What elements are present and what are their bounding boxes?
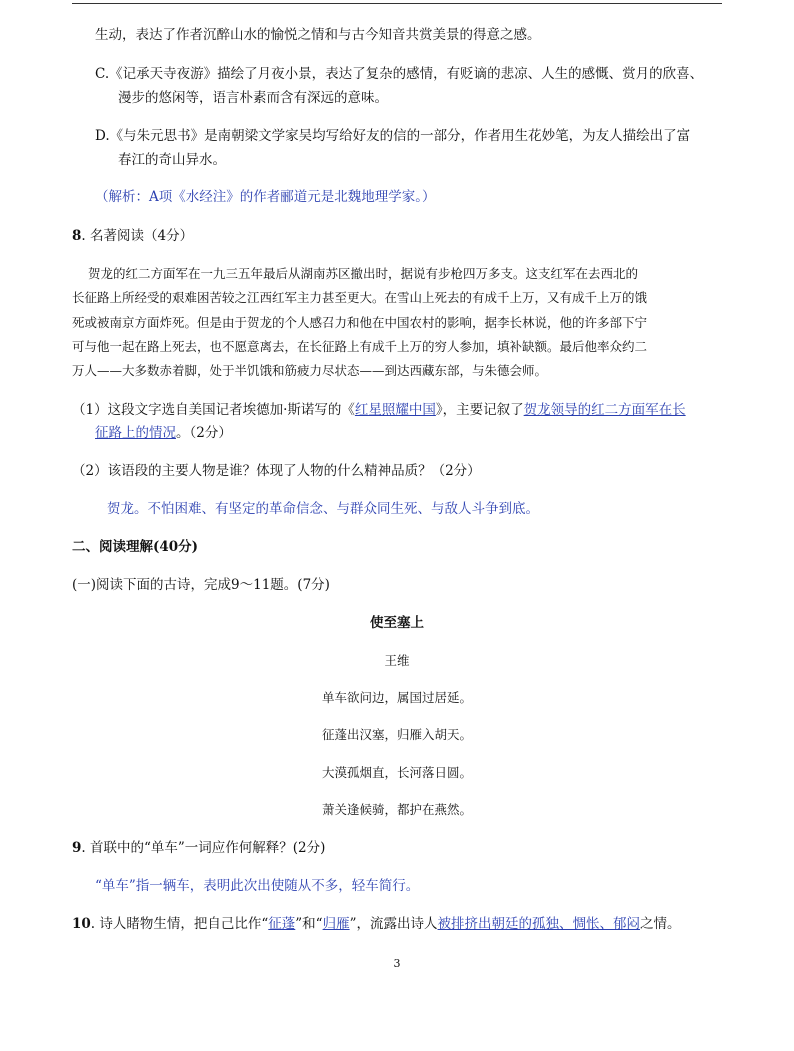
- answer-blank: 贺龙领导的红二方面军在长: [523, 402, 686, 418]
- poem-verse: 大漠孤烟直，长河落日圆。: [321, 765, 472, 780]
- analysis-note: （解析：A项《水经注》的作者郦道元是北魏地理学家。）: [95, 189, 436, 205]
- answer-8-2: 贺龙。不怕困难、有坚定的革命信念、与群众同生死、与敌人斗争到底。: [107, 501, 539, 517]
- page-number: 3: [393, 957, 401, 970]
- section-heading: 二、阅读理解(40分): [72, 539, 199, 555]
- answer-9: “单车”指一辆车，表明此次出使随从不多，轻车简行。: [95, 878, 420, 894]
- answer-blank: 被排挤出朝廷的孤独、惆怅、郁闷: [437, 916, 640, 932]
- passage-line: 长征路上所经受的艰难困苦较之江西红军主力甚至更大。在雪山上死去的有成千上万，又有成千上万的饿: [72, 290, 648, 305]
- option-d-line1: D.《与朱元思书》是南朝梁文学家吴均写给好友的信的一部分，作者用生花妙笔，为友人描绘出了富: [95, 128, 691, 144]
- question-8-heading: [72, 226, 193, 246]
- option-b-continuation: 生动，表达了作者沉醉山水的愉悦之情和与古今知音共赏美景的得意之感。: [95, 27, 541, 43]
- top-rule: [72, 3, 722, 4]
- poem-author: 王维: [384, 653, 410, 668]
- option-c-line2: 漫步的悠闲等，语言朴素而含有深远的意味。: [118, 90, 388, 106]
- text: ”，流露出诗人: [349, 916, 438, 932]
- text: 之情。: [640, 916, 681, 932]
- question-8-2: （2）该语段的主要人物是谁？体现了人物的什么精神品质？（2分）: [72, 463, 481, 479]
- passage-line: 可与他一起在路上死去，也不愿意离去，在长征路上有成千上万的穷人参加，填补缺额。最后他率众约二: [72, 339, 648, 354]
- question-number: 8: [72, 228, 82, 244]
- option-d-line2: 春江的奇山异水。: [118, 152, 226, 168]
- passage-line: 贺龙的红二方面军在一九三五年最后从湖南苏区撤出时，据说有步枪四万多支。这支红军在去西北的: [88, 266, 639, 281]
- question-8-1: [72, 400, 686, 420]
- option-c-line1: C.《记承天寺夜游》描绘了月夜小景，表达了复杂的感情，有贬谪的悲凉、人生的感慨、赏月的欣喜、: [95, 66, 704, 82]
- subsection-heading: (一)阅读下面的古诗，完成9～11题。(7分): [72, 577, 330, 593]
- question-10: [72, 914, 681, 934]
- text: . 诗人睹物生情，把自己比作“: [90, 916, 269, 932]
- answer-blank: 归雁: [322, 916, 350, 932]
- answer-blank: 征蓬: [268, 916, 296, 932]
- question-number: 10: [72, 916, 91, 932]
- question-text: . 名著阅读（4分）: [81, 228, 194, 244]
- answer-blank: 红星照耀中国: [354, 402, 436, 418]
- text: 。（2分）: [176, 425, 232, 441]
- question-text: . 首联中的“单车”一词应作何解释？(2分): [81, 840, 326, 856]
- question-number: 9: [72, 840, 82, 856]
- poem-verse: 单车欲问边，属国过居延。: [321, 690, 472, 705]
- poem-title: 使至塞上: [370, 615, 424, 631]
- text: （1）这段文字选自美国记者埃德加·斯诺写的《: [72, 402, 355, 418]
- answer-blank: 征路上的情况: [95, 425, 176, 441]
- poem-verse: 萧关逢候骑，都护在燕然。: [321, 802, 472, 817]
- text: ”和“: [295, 916, 323, 932]
- question-9: [72, 838, 325, 858]
- passage-line: 死或被南京方面炸死。但是由于贺龙的个人感召力和他在中国农村的影响，据李长林说，他的许多部下宁: [72, 315, 648, 330]
- poem-verse: 征蓬出汉塞，归雁入胡天。: [321, 727, 472, 742]
- passage-line: 万人——大多数赤着脚，处于半饥饿和筋疲力尽状态——到达西藏东部，与朱德会师。: [72, 363, 548, 378]
- text: 》，主要记叙了: [435, 402, 524, 418]
- question-8-1-cont: [95, 423, 232, 443]
